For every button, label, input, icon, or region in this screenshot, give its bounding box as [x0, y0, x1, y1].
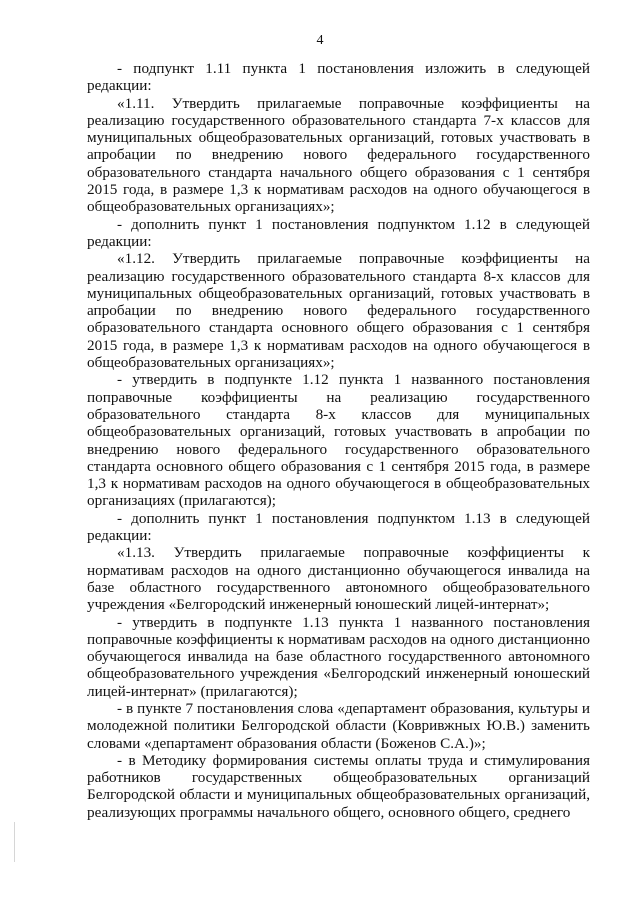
paragraph-add-1-13: - дополнить пункт 1 постановления подпунктом 1.13 в следующей редакции: — [87, 509, 590, 545]
paragraph-approve-1-12: - утвердить в подпункте 1.12 пункта 1 названного постановления поправочные коэффициенты на реализацию государственного образовательного стандарта 8-х классов для муниципальных общеобразовательных организаций, готовых участвовать в апробации по внедрению нового федерального государственного образовательного стандарта основного общего образования с 1 сентября 2015 года, в размере 1,3 к нормативам расходов на одного обучающегося в общеобразовательных организациях (прилагаются); — [87, 371, 590, 510]
paragraph-clause-1-13: «1.13. Утвердить прилагаемые поправочные коэффициенты к нормативам расходов на одного дистанционно обучающегося инвалида на базе областного государственного автономного общеобразовательного учреждения «Белгородский инженерный юношеский лицей-интернат»; — [87, 544, 590, 614]
paragraph-clause-1-12: «1.12. Утвердить прилагаемые поправочные коэффициенты на реализацию государственного образовательного стандарта 8-х классов для муниципальных общеобразовательных организаций, готовых участвовать в апробации по внедрению нового федерального государственного образовательного стандарта основного общего образования с 1 сентября 2015 года, в размере 1,3 к нормативам расходов на одного обучающегося в общеобразовательных организациях»; — [87, 250, 590, 372]
page-number: 4 — [316, 33, 324, 48]
scan-margin-mark — [14, 822, 15, 862]
paragraph-clause-1-11: «1.11. Утвердить прилагаемые поправочные коэффициенты на реализацию государственного образовательного стандарта 7-х классов для муниципальных общеобразовательных организаций, готовых участвовать в апробации по внедрению нового федерального государственного образовательного стандарта начального общего образования с 1 сентября 2015 года, в размере 1,3 к нормативам расходов на одного обучающегося в общеобразовательных организациях»; — [87, 94, 590, 216]
paragraph-add-1-12: - дополнить пункт 1 постановления подпунктом 1.12 в следующей редакции: — [87, 215, 590, 250]
document-body — [87, 60, 590, 821]
paragraph-approve-1-13: - утвердить в подпункте 1.13 пункта 1 названного постановления поправочные коэффициенты к нормативам расходов на одного дистанционно обучающегося инвалида на базе областного государственного автономного общеобразовательного учреждения «Белгородский инженерный юношеский лицей-интернат» (прилагаются); — [87, 613, 590, 700]
paragraph-amend-1-11: - подпункт 1.11 пункта 1 постановления изложить в следующей редакции: — [87, 60, 590, 95]
paragraph-amend-7: - в пункте 7 постановления слова «департамент образования, культуры и молодежной политики Белгородской области (Ковривжных Ю.В.) заменить словами «департамент образования области (Боженов С.А.)»; — [87, 699, 590, 752]
paragraph-methodology: - в Методику формирования системы оплаты труда и стимулирования работников государственных общеобразовательных организаций Белгородской области и муниципальных общеобразовательных организаций, реализующих программы начального общего, основного общего, среднего — [87, 751, 590, 821]
